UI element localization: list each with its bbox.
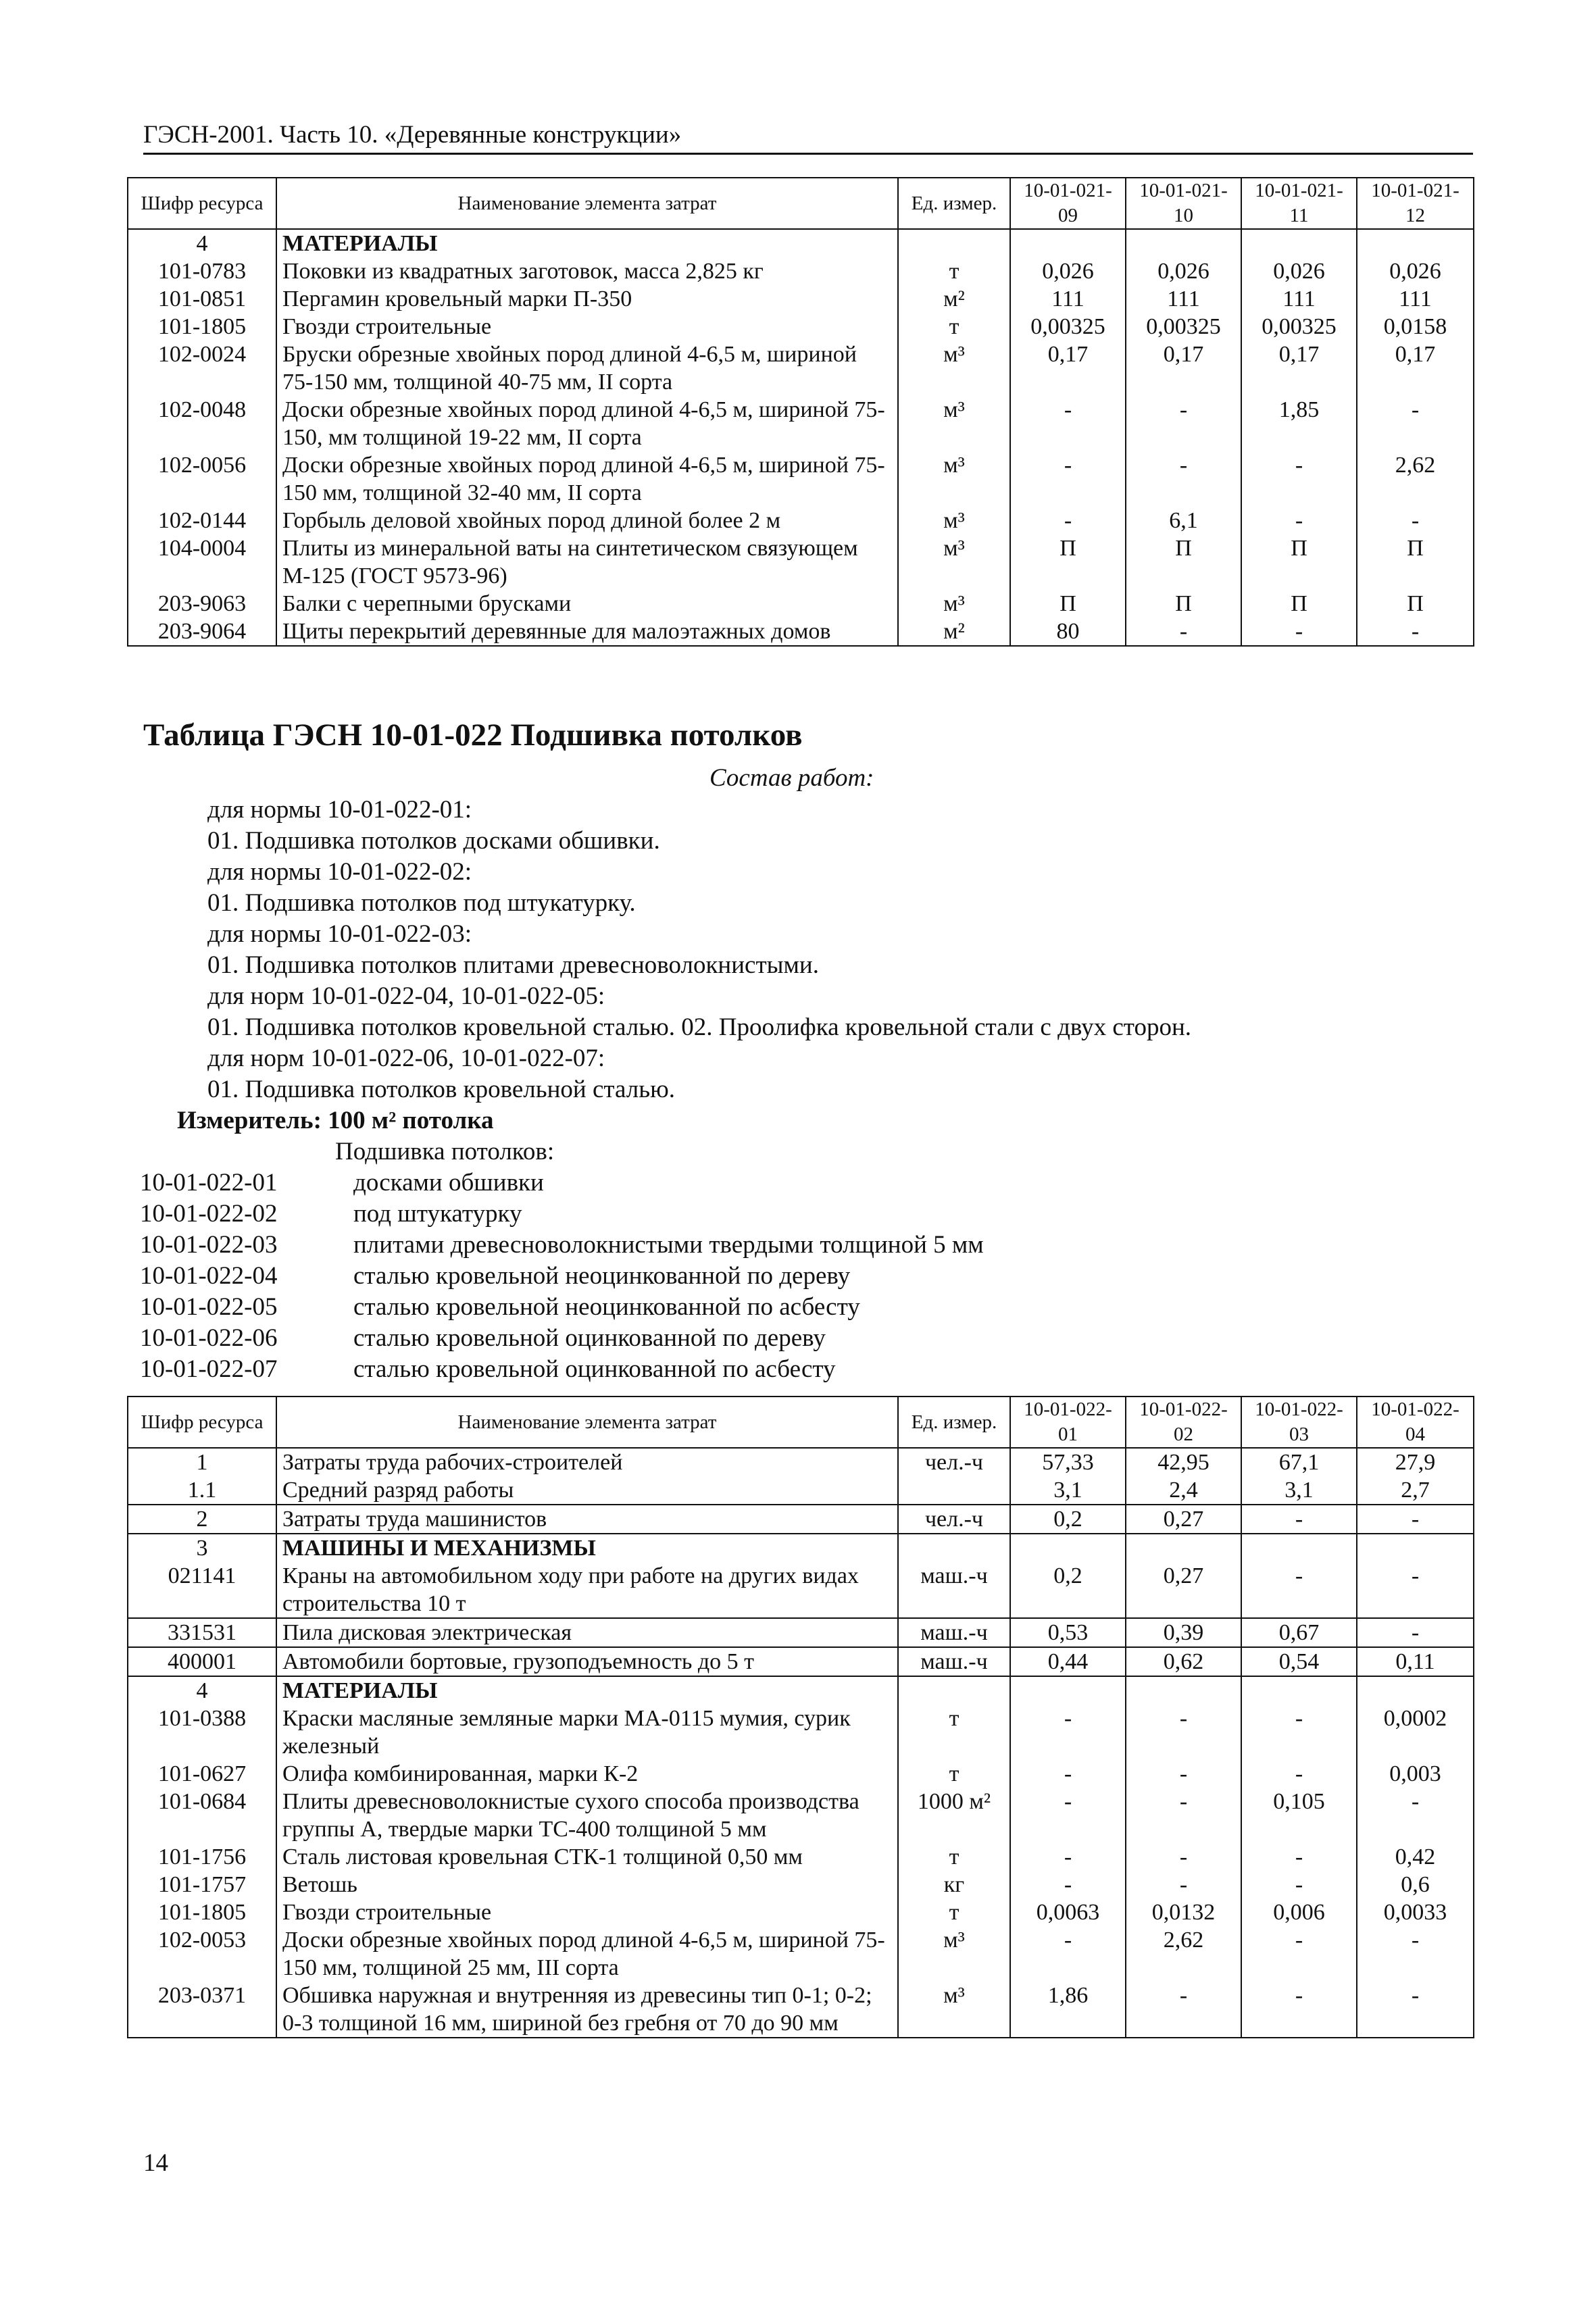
cell-value: 0,026 <box>1126 257 1241 285</box>
col-header-unit: Ед. измер. <box>898 178 1010 229</box>
norm-code: 10-01-022-03 <box>140 1231 278 1259</box>
cell-value: П <box>1126 590 1241 618</box>
table-row <box>128 1982 1474 2038</box>
table-row <box>128 341 1474 396</box>
cell-value: - <box>1241 507 1357 534</box>
cell-value: - <box>1126 451 1241 507</box>
cell-unit: м³ <box>898 341 1010 396</box>
cell-code: 203-9064 <box>128 618 276 646</box>
cell-value <box>1357 1676 1474 1705</box>
cell-code: 101-0783 <box>128 257 276 285</box>
cell-code: 4 <box>128 229 276 257</box>
cell-name: Доски обрезные хвойных пород длиной 4-6,5 м, шириной 75-150 мм, толщиной 32-40 мм, II сорта <box>276 451 898 507</box>
cell-code: 102-0144 <box>128 507 276 534</box>
cell-value: - <box>1010 396 1126 451</box>
cell-unit: маш.-ч <box>898 1562 1010 1618</box>
cell-value: 0,0033 <box>1357 1898 1474 1926</box>
cell-value: - <box>1126 1705 1241 1760</box>
cell-value: 0,17 <box>1010 341 1126 396</box>
norm-line: 01. Подшивка потолков под штукатурку. <box>207 889 636 917</box>
norm-line: 01. Подшивка потолков досками обшивки. <box>207 827 660 855</box>
cell-name: Сталь листовая кровельная СТК-1 толщиной 0,50 мм <box>276 1843 898 1871</box>
cell-code: 4 <box>128 1676 276 1705</box>
cell-unit: т <box>898 1705 1010 1760</box>
table-row <box>128 451 1474 507</box>
cell-value: - <box>1010 1760 1126 1788</box>
cell-code: 102-0024 <box>128 341 276 396</box>
cell-value: 0,0132 <box>1126 1898 1241 1926</box>
col-header-norm: 10-01-022-02 <box>1126 1397 1241 1448</box>
cell-value: - <box>1357 396 1474 451</box>
cell-name: Плиты из минеральной ваты на синтетическом связующем М-125 (ГОСТ 9573-96) <box>276 534 898 590</box>
cell-unit: т <box>898 257 1010 285</box>
table-row <box>128 1788 1474 1843</box>
cell-value: П <box>1126 534 1241 590</box>
cell-code: 102-0056 <box>128 451 276 507</box>
cell-value: 111 <box>1241 285 1357 313</box>
cell-code: 101-1805 <box>128 313 276 341</box>
cell-value: 0,67 <box>1241 1618 1357 1647</box>
cell-name: Поковки из квадратных заготовок, масса 2,825 кг <box>276 257 898 285</box>
cell-value: - <box>1241 1760 1357 1788</box>
cell-value: - <box>1241 1926 1357 1982</box>
cell-value <box>1010 1676 1126 1705</box>
cell-unit <box>898 1534 1010 1562</box>
cell-name: Гвозди строительные <box>276 313 898 341</box>
cell-code: 101-1757 <box>128 1871 276 1898</box>
cell-unit <box>898 229 1010 257</box>
table-row <box>128 1760 1474 1788</box>
cell-value: 67,1 <box>1241 1448 1357 1476</box>
cell-value: П <box>1010 590 1126 618</box>
cell-name: МАТЕРИАЛЫ <box>276 1676 898 1705</box>
cell-value <box>1241 1676 1357 1705</box>
cell-value: 2,62 <box>1357 451 1474 507</box>
cell-value: - <box>1010 507 1126 534</box>
cell-code: 102-0053 <box>128 1926 276 1982</box>
cell-value: - <box>1241 1982 1357 2038</box>
cell-value: 0,39 <box>1126 1618 1241 1647</box>
cell-name: Бруски обрезные хвойных пород длиной 4-6,5 м, шириной 75-150 мм, толщиной 40-75 мм, II сорта <box>276 341 898 396</box>
codes-heading: Подшивка потолков: <box>335 1138 555 1165</box>
cell-code: 400001 <box>128 1647 276 1676</box>
cell-unit: м² <box>898 618 1010 646</box>
table-row <box>128 257 1474 285</box>
cell-value: - <box>1241 1705 1357 1760</box>
norm-description: сталью кровельной оцинкованной по асбесту <box>353 1355 836 1383</box>
cell-value: 0,6 <box>1357 1871 1474 1898</box>
cell-code: 203-0371 <box>128 1982 276 2038</box>
cell-value: 0,105 <box>1241 1788 1357 1843</box>
cell-value: 0,11 <box>1357 1647 1474 1676</box>
cell-unit: м³ <box>898 396 1010 451</box>
cell-value: - <box>1357 1788 1474 1843</box>
cell-unit <box>898 1476 1010 1505</box>
section-row <box>128 229 1474 257</box>
cell-value: 0,026 <box>1241 257 1357 285</box>
resource-table-1 <box>127 177 1474 647</box>
norm-line: для норм 10-01-022-06, 10-01-022-07: <box>207 1045 605 1072</box>
cell-value: 0,2 <box>1010 1505 1126 1534</box>
cell-unit: т <box>898 1760 1010 1788</box>
table-row <box>128 313 1474 341</box>
cell-unit: м³ <box>898 1926 1010 1982</box>
norm-code: 10-01-022-05 <box>140 1293 278 1321</box>
cell-value <box>1357 1534 1474 1562</box>
cell-name: Доски обрезные хвойных пород длиной 4-6,5 м, шириной 75-150, мм толщиной 19-22 мм, II сорта <box>276 396 898 451</box>
cell-unit: м³ <box>898 534 1010 590</box>
table-row <box>128 285 1474 313</box>
cell-value: 2,7 <box>1357 1476 1474 1505</box>
cell-value: - <box>1357 507 1474 534</box>
norm-code: 10-01-022-04 <box>140 1262 278 1290</box>
cell-value: 0,0158 <box>1357 313 1474 341</box>
cell-value: - <box>1241 1871 1357 1898</box>
cell-code: 101-0388 <box>128 1705 276 1760</box>
cell-value: 0,026 <box>1010 257 1126 285</box>
cell-value: 0,54 <box>1241 1647 1357 1676</box>
cell-code: 203-9063 <box>128 590 276 618</box>
cell-name: Автомобили бортовые, грузоподъемность до 5 т <box>276 1647 898 1676</box>
table-row <box>128 1505 1474 1534</box>
cell-value: 0,42 <box>1357 1843 1474 1871</box>
table-row <box>128 534 1474 590</box>
cell-value: 0,44 <box>1010 1647 1126 1676</box>
norm-line: для нормы 10-01-022-03: <box>207 920 472 948</box>
cell-value: 2,4 <box>1126 1476 1241 1505</box>
cell-value <box>1010 229 1126 257</box>
cell-code: 101-0627 <box>128 1760 276 1788</box>
cell-unit <box>898 1676 1010 1705</box>
cell-value: П <box>1357 590 1474 618</box>
work-composition-label: Состав работ: <box>709 764 874 792</box>
cell-code: 101-0684 <box>128 1788 276 1843</box>
cell-name: Доски обрезные хвойных пород длиной 4-6,5 м, шириной 75-150 мм, толщиной 25 мм, III сорта <box>276 1926 898 1982</box>
norm-code: 10-01-022-06 <box>140 1324 278 1352</box>
cell-value: 0,00325 <box>1241 313 1357 341</box>
norm-code: 10-01-022-01 <box>140 1169 278 1197</box>
cell-value: - <box>1010 451 1126 507</box>
cell-value: 3,1 <box>1241 1476 1357 1505</box>
cell-code: 1.1 <box>128 1476 276 1505</box>
norm-code: 10-01-022-02 <box>140 1200 278 1228</box>
cell-name: Олифа комбинированная, марки К-2 <box>276 1760 898 1788</box>
table-row <box>128 1562 1474 1618</box>
cell-code: 101-1756 <box>128 1843 276 1871</box>
table-row <box>128 1871 1474 1898</box>
cell-code: 2 <box>128 1505 276 1534</box>
cell-unit: м² <box>898 285 1010 313</box>
table-row <box>128 1647 1474 1676</box>
norm-description: под штукатурку <box>353 1200 522 1228</box>
table-row <box>128 507 1474 534</box>
cell-value: - <box>1010 1926 1126 1982</box>
cell-value: - <box>1241 1562 1357 1618</box>
cell-value <box>1126 1676 1241 1705</box>
cell-name: Щиты перекрытий деревянные для малоэтажных домов <box>276 618 898 646</box>
col-header-norm: 10-01-022-03 <box>1241 1397 1357 1448</box>
running-header: ГЭСН-2001. Часть 10. «Деревянные конструкции» <box>143 120 1473 155</box>
table-row <box>128 1843 1474 1871</box>
norm-line: для нормы 10-01-022-02: <box>207 858 472 886</box>
cell-value: 27,9 <box>1357 1448 1474 1476</box>
table-row <box>128 1926 1474 1982</box>
cell-name: Гвозди строительные <box>276 1898 898 1926</box>
cell-value: - <box>1357 1926 1474 1982</box>
cell-code: 102-0048 <box>128 396 276 451</box>
cell-value: 0,0002 <box>1357 1705 1474 1760</box>
cell-value: 0,17 <box>1357 341 1474 396</box>
cell-code: 1 <box>128 1448 276 1476</box>
cell-name: Затраты труда машинистов <box>276 1505 898 1534</box>
table-row <box>128 1705 1474 1760</box>
cell-code: 3 <box>128 1534 276 1562</box>
cell-value: - <box>1357 1982 1474 2038</box>
norm-description: сталью кровельной оцинкованной по дереву <box>353 1324 826 1352</box>
cell-value: - <box>1126 1871 1241 1898</box>
cell-unit: маш.-ч <box>898 1647 1010 1676</box>
cell-unit: т <box>898 1843 1010 1871</box>
cell-value: 1,86 <box>1010 1982 1126 2038</box>
col-header-norm: 10-01-021-11 <box>1241 178 1357 229</box>
cell-name: МАШИНЫ И МЕХАНИЗМЫ <box>276 1534 898 1562</box>
col-header-norm: 10-01-021-12 <box>1357 178 1474 229</box>
cell-name: Пергамин кровельный марки П-350 <box>276 285 898 313</box>
cell-value: - <box>1241 1843 1357 1871</box>
cell-unit: м³ <box>898 507 1010 534</box>
cell-code: 104-0004 <box>128 534 276 590</box>
cell-name: Балки с черепными брусками <box>276 590 898 618</box>
cell-value: 57,33 <box>1010 1448 1126 1476</box>
cell-value: П <box>1010 534 1126 590</box>
norm-code: 10-01-022-07 <box>140 1355 278 1383</box>
cell-value: - <box>1241 1505 1357 1534</box>
cell-name: Ветошь <box>276 1871 898 1898</box>
cell-value: П <box>1357 534 1474 590</box>
cell-value: 6,1 <box>1126 507 1241 534</box>
cell-code: 101-1805 <box>128 1898 276 1926</box>
cell-value <box>1126 1534 1241 1562</box>
norm-description: плитами древесноволокнистыми твердыми толщиной 5 мм <box>353 1231 984 1259</box>
section-row <box>128 1534 1474 1562</box>
cell-value <box>1241 1534 1357 1562</box>
col-header-norm: 10-01-022-01 <box>1010 1397 1126 1448</box>
cell-value <box>1241 229 1357 257</box>
cell-value: 0,003 <box>1357 1760 1474 1788</box>
cell-value <box>1010 1534 1126 1562</box>
section-row <box>128 1676 1474 1705</box>
table-row <box>128 396 1474 451</box>
cell-name: МАТЕРИАЛЫ <box>276 229 898 257</box>
cell-value: - <box>1357 618 1474 646</box>
cell-value <box>1357 229 1474 257</box>
cell-unit: чел.-ч <box>898 1505 1010 1534</box>
cell-unit: 1000 м² <box>898 1788 1010 1843</box>
cell-value: - <box>1357 1618 1474 1647</box>
cell-value: 42,95 <box>1126 1448 1241 1476</box>
cell-value: - <box>1126 396 1241 451</box>
cell-name: Затраты труда рабочих-строителей <box>276 1448 898 1476</box>
norm-line: 01. Подшивка потолков кровельной сталью. <box>207 1076 675 1103</box>
col-header-code: Шифр ресурса <box>128 1397 276 1448</box>
norm-description: сталью кровельной неоцинкованной по асбесту <box>353 1293 860 1321</box>
cell-value: 0,27 <box>1126 1562 1241 1618</box>
cell-value: 0,17 <box>1241 341 1357 396</box>
norm-line: 01. Подшивка потолков плитами древесноволокнистыми. <box>207 951 819 979</box>
cell-value: 1,85 <box>1241 396 1357 451</box>
cell-value: 111 <box>1010 285 1126 313</box>
cell-name: Краски масляные земляные марки МА-0115 мумия, сурик железный <box>276 1705 898 1760</box>
cell-name: Обшивка наружная и внутренняя из древесины тип 0-1; 0-2; 0-3 толщиной 16 мм, шириной без гребня от 70 до 90 мм <box>276 1982 898 2038</box>
table-row <box>128 618 1474 646</box>
cell-value: 0,2 <box>1010 1562 1126 1618</box>
cell-value: 0,17 <box>1126 341 1241 396</box>
cell-value: - <box>1010 1871 1126 1898</box>
cell-value: 0,00325 <box>1126 313 1241 341</box>
cell-value: 2,62 <box>1126 1926 1241 1982</box>
norm-line: для нормы 10-01-022-01: <box>207 796 472 824</box>
col-header-norm: 10-01-021-10 <box>1126 178 1241 229</box>
norm-line: 01. Подшивка потолков кровельной сталью. 02. Проолифка кровельной стали с двух сторон. <box>207 1013 1192 1041</box>
table-row <box>128 1448 1474 1476</box>
cell-value: - <box>1126 1843 1241 1871</box>
cell-value: 0,00325 <box>1010 313 1126 341</box>
cell-unit: чел.-ч <box>898 1448 1010 1476</box>
cell-value: 0,006 <box>1241 1898 1357 1926</box>
page-number: 14 <box>143 2149 168 2177</box>
cell-value: 0,62 <box>1126 1647 1241 1676</box>
cell-code: 331531 <box>128 1618 276 1647</box>
cell-value <box>1126 229 1241 257</box>
cell-unit: м³ <box>898 590 1010 618</box>
cell-value: - <box>1126 1760 1241 1788</box>
cell-value: - <box>1010 1843 1126 1871</box>
table-row <box>128 1476 1474 1505</box>
table-row <box>128 590 1474 618</box>
cell-unit: т <box>898 313 1010 341</box>
col-header-norm: 10-01-021-09 <box>1010 178 1126 229</box>
cell-value: П <box>1241 590 1357 618</box>
table-row <box>128 1618 1474 1647</box>
cell-value: - <box>1126 1788 1241 1843</box>
cell-name: Горбыль деловой хвойных пород длиной более 2 м <box>276 507 898 534</box>
cell-code: 101-0851 <box>128 285 276 313</box>
col-header-unit: Ед. измер. <box>898 1397 1010 1448</box>
cell-value: 3,1 <box>1010 1476 1126 1505</box>
cell-unit: т <box>898 1898 1010 1926</box>
cell-unit: м³ <box>898 1982 1010 2038</box>
cell-value: - <box>1126 1982 1241 2038</box>
col-header-name: Наименование элемента затрат <box>276 178 898 229</box>
cell-value: - <box>1126 618 1241 646</box>
cell-value: 0,27 <box>1126 1505 1241 1534</box>
cell-value: - <box>1357 1505 1474 1534</box>
cell-name: Плиты древесноволокнистые сухого способа производства группы А, твердые марки ТС-400 толщиной 5 мм <box>276 1788 898 1843</box>
table-row <box>128 1898 1474 1926</box>
norm-line: для норм 10-01-022-04, 10-01-022-05: <box>207 982 605 1010</box>
cell-unit: кг <box>898 1871 1010 1898</box>
measure-unit: Измеритель: 100 м² потолка <box>177 1107 494 1134</box>
cell-value: - <box>1010 1705 1126 1760</box>
cell-unit: маш.-ч <box>898 1618 1010 1647</box>
cell-name: Средний разряд работы <box>276 1476 898 1505</box>
cell-name: Пила дисковая электрическая <box>276 1618 898 1647</box>
cell-value: 111 <box>1357 285 1474 313</box>
col-header-norm: 10-01-022-04 <box>1357 1397 1474 1448</box>
cell-unit: м³ <box>898 451 1010 507</box>
cell-value: - <box>1010 1788 1126 1843</box>
cell-value: - <box>1241 451 1357 507</box>
cell-value: П <box>1241 534 1357 590</box>
col-header-name: Наименование элемента затрат <box>276 1397 898 1448</box>
cell-value: 111 <box>1126 285 1241 313</box>
col-header-code: Шифр ресурса <box>128 178 276 229</box>
cell-value: 0,026 <box>1357 257 1474 285</box>
cell-value: - <box>1357 1562 1474 1618</box>
norm-description: сталью кровельной неоцинкованной по дереву <box>353 1262 851 1290</box>
cell-value: 80 <box>1010 618 1126 646</box>
table-caption: Таблица ГЭСН 10-01-022 Подшивка потолков <box>143 718 803 753</box>
norm-description: досками обшивки <box>353 1169 544 1197</box>
resource-table-2 <box>127 1396 1474 2038</box>
cell-value: 0,53 <box>1010 1618 1126 1647</box>
cell-name: Краны на автомобильном ходу при работе на других видах строительства 10 т <box>276 1562 898 1618</box>
cell-value: 0,0063 <box>1010 1898 1126 1926</box>
cell-code: 021141 <box>128 1562 276 1618</box>
cell-value: - <box>1241 618 1357 646</box>
